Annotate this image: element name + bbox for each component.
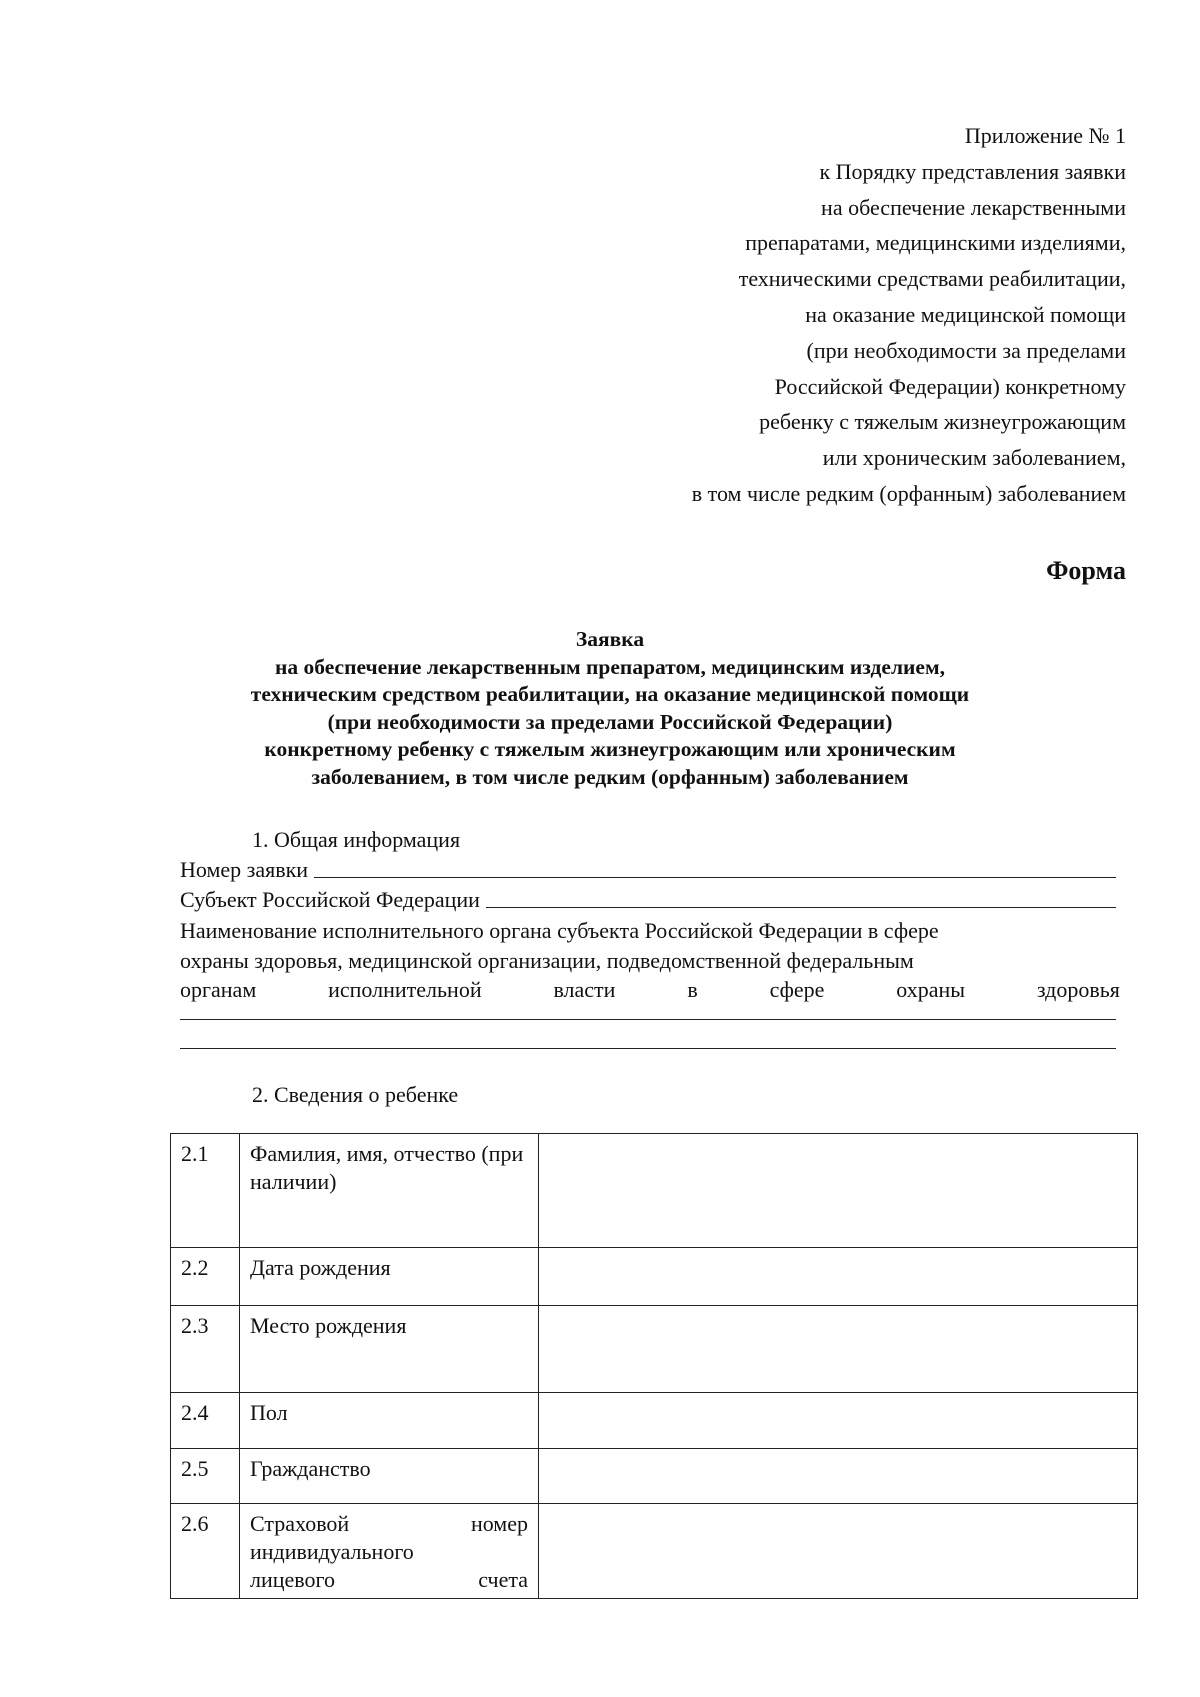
appendix-line: в том числе редким (орфанным) заболеванием <box>691 480 1126 506</box>
appendix-line: препаратами, медицинскими изделиями, <box>745 230 1126 256</box>
appendix-line: Российской Федерации) конкретному <box>774 373 1126 399</box>
subject-blank[interactable] <box>486 889 1116 908</box>
table-row <box>171 1248 1138 1306</box>
row-label: Место рождения <box>240 1306 539 1393</box>
authority-word: в <box>687 977 698 1002</box>
title-line: техническим средством реабилитации, на оказание медицинской помощи <box>250 682 970 707</box>
application-number-blank[interactable] <box>314 859 1116 878</box>
table-row <box>171 1134 1138 1248</box>
authority-word: исполнительной <box>328 977 482 1002</box>
subject-label: Субъект Российской Федерации <box>180 887 480 912</box>
authority-paragraph <box>180 916 1120 1005</box>
subject-field <box>180 887 1116 913</box>
row-value-cell[interactable] <box>539 1449 1138 1504</box>
row-value-cell[interactable] <box>539 1248 1138 1306</box>
label-line <box>250 1566 528 1594</box>
authority-word: здоровья <box>1036 977 1120 1002</box>
appendix-line: техническими средствами реабилитации, <box>738 266 1126 292</box>
appendix-header <box>526 118 1126 512</box>
authority-blank-line-2[interactable] <box>180 1048 1116 1049</box>
appendix-line: к Порядку представления заявки <box>819 158 1126 184</box>
title-line: Заявка <box>575 627 645 651</box>
table-row <box>171 1393 1138 1449</box>
title-line: на обеспечение лекарственным препаратом, медицинским изделием, <box>275 654 945 679</box>
table-row <box>171 1306 1138 1393</box>
row-number: 2.2 <box>171 1248 240 1306</box>
row-number: 2.5 <box>171 1449 240 1504</box>
row-value-cell[interactable] <box>539 1134 1138 1248</box>
table-row <box>171 1449 1138 1504</box>
label-line <box>250 1510 528 1538</box>
row-value-cell[interactable] <box>539 1306 1138 1393</box>
label-word: лицевого <box>250 1567 336 1592</box>
appendix-line: на обеспечение лекарственными <box>821 194 1126 220</box>
appendix-line: ребенку с тяжелым жизнеугрожающим <box>759 409 1126 435</box>
row-label: Дата рождения <box>240 1248 539 1306</box>
row-label: Пол <box>240 1393 539 1449</box>
appendix-line: (при необходимости за пределами <box>806 337 1126 363</box>
child-info-table <box>170 1133 1138 1599</box>
authority-blank-line-1[interactable] <box>180 1019 1116 1020</box>
section-2-heading: 2. Сведения о ребенке <box>252 1082 459 1107</box>
row-value-cell[interactable] <box>539 1393 1138 1449</box>
label-word: номер <box>470 1511 528 1536</box>
row-number: 2.3 <box>171 1306 240 1393</box>
authority-word: органам <box>180 977 257 1002</box>
row-label: Гражданство <box>240 1449 539 1504</box>
authority-line: охраны здоровья, медицинской организации, подведомственной федеральным <box>180 947 914 973</box>
authority-line-last <box>180 975 1120 1005</box>
authority-word: власти <box>553 977 616 1002</box>
authority-word: охраны <box>896 977 966 1002</box>
appendix-line: на оказание медицинской помощи <box>805 301 1126 327</box>
row-number: 2.6 <box>171 1504 240 1599</box>
section-1-heading: 1. Общая информация <box>252 827 461 852</box>
label-word: Страховой <box>250 1511 350 1536</box>
authority-line: Наименование исполнительного органа субъекта Российской Федерации в сфере <box>180 918 939 943</box>
title-line: конкретному ребенку с тяжелым жизнеугрожающим или хроническим <box>264 737 956 762</box>
row-number: 2.4 <box>171 1393 240 1449</box>
appendix-line: или хроническим заболеванием, <box>822 445 1126 471</box>
row-number: 2.1 <box>171 1134 240 1248</box>
label-word: индивидуального <box>250 1539 414 1564</box>
authority-word: сфере <box>769 977 825 1002</box>
title-line: заболеванием, в том числе редким (орфанным) заболеванием <box>311 764 909 789</box>
table-row <box>171 1504 1138 1599</box>
form-label: Форма <box>1046 556 1126 585</box>
application-number-field <box>180 857 1116 883</box>
appendix-line: Приложение № 1 <box>964 123 1126 148</box>
row-value-cell[interactable] <box>539 1504 1138 1599</box>
row-label <box>240 1504 539 1599</box>
application-number-label: Номер заявки <box>180 857 309 882</box>
row-label: Фамилия, имя, отчество (при наличии) <box>240 1134 539 1248</box>
document-title <box>160 626 1060 792</box>
label-word: счета <box>478 1567 528 1592</box>
title-line: (при необходимости за пределами Российской Федерации) <box>327 709 893 734</box>
